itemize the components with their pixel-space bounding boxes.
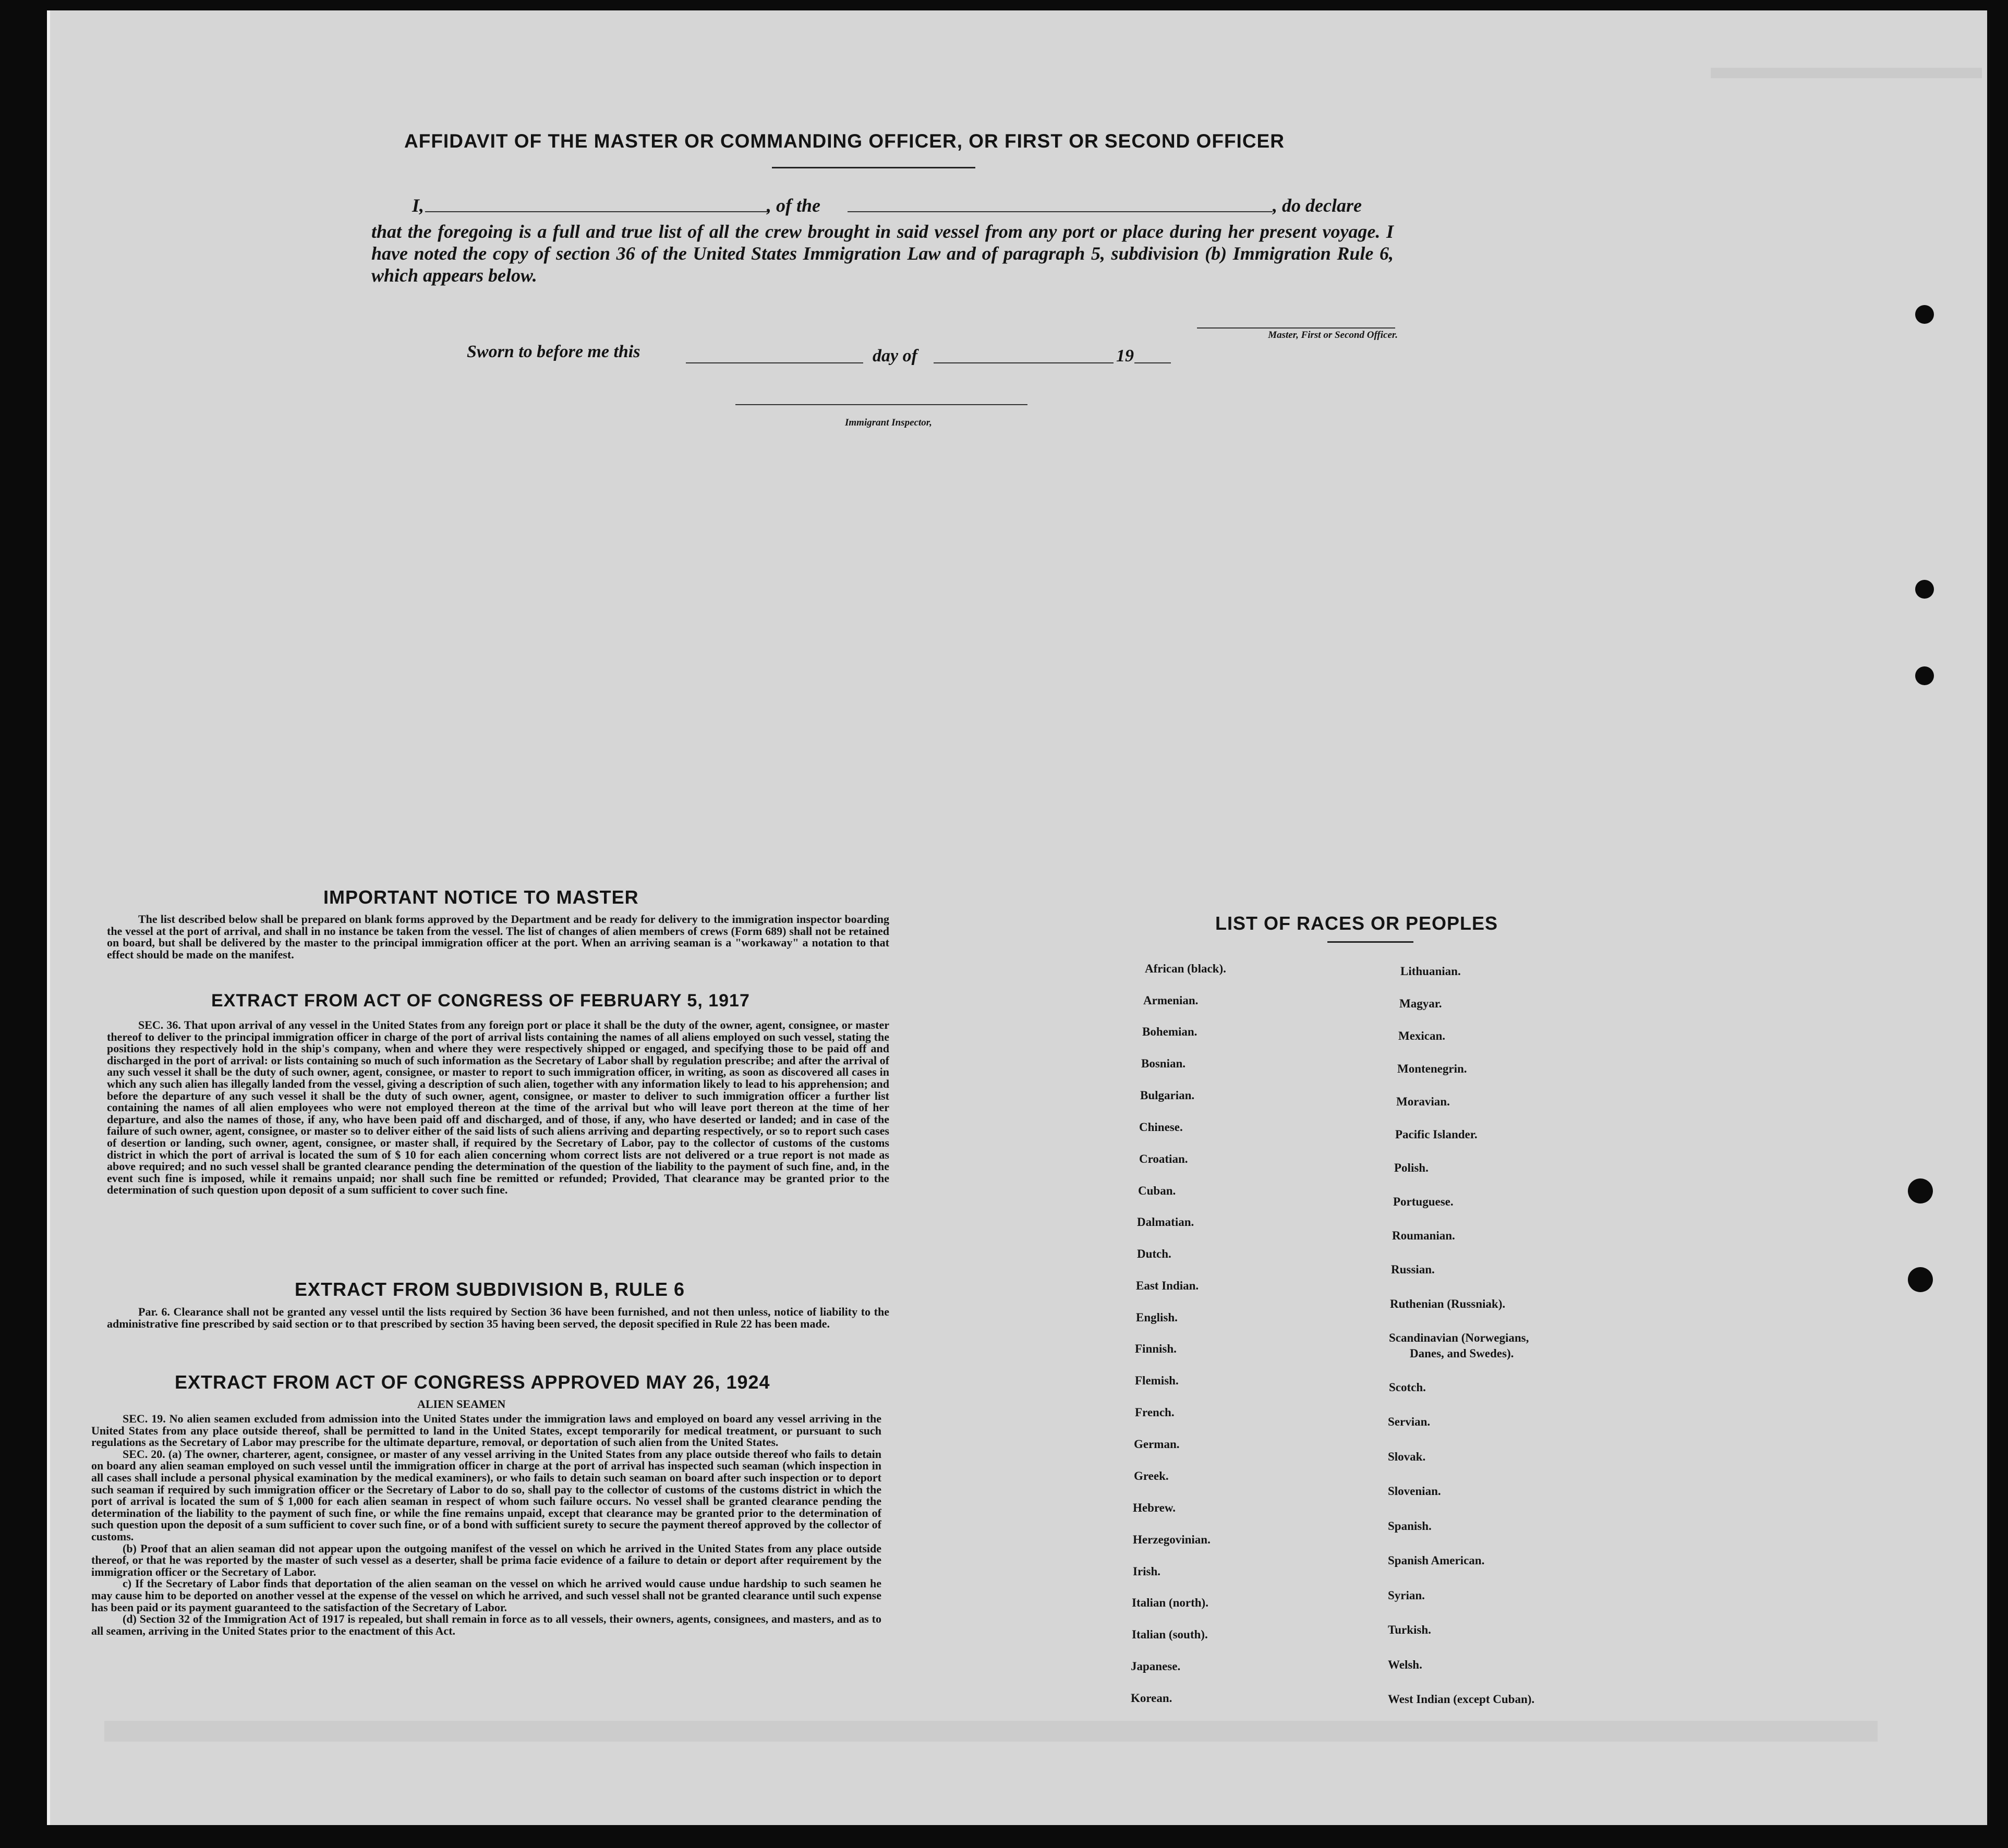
- signature-line: [1197, 327, 1395, 329]
- punch-hole: [1915, 580, 1934, 599]
- notice-text: The list described below shall be prepared on blank forms approved by the Department and be ready for delivery to the immigration inspector boarding the vessel at the port of arrival, and shall in no instance be taken from the vessel. The list of changes of alien members of crews (Form 689) shall not be retained on board, but shall be delivered by the master to the principal immigration officer at the port. When an arriving seaman is a "workaway" a notation to that effect should be made on the manifest.: [107, 913, 889, 961]
- race-item: Finnish.: [1135, 1342, 1177, 1355]
- race-item: French.: [1135, 1406, 1175, 1419]
- sworn-label: Sworn to before me this: [467, 342, 640, 361]
- race-item: Montenegrin.: [1397, 1062, 1467, 1075]
- notice-text-block: [107, 914, 889, 961]
- inspector-caption: Immigrant Inspector,: [845, 417, 932, 428]
- race-item: German.: [1134, 1438, 1180, 1451]
- race-item: Pacific Islander.: [1395, 1128, 1478, 1141]
- race-item: Hebrew.: [1133, 1501, 1176, 1514]
- race-item: Portuguese.: [1393, 1195, 1454, 1208]
- race-item: Croatian.: [1139, 1152, 1188, 1165]
- race-item: Bohemian.: [1142, 1025, 1197, 1038]
- day-of-label: day of: [873, 346, 917, 366]
- race-item: Chinese.: [1139, 1121, 1183, 1134]
- race-item: Scotch.: [1389, 1381, 1426, 1394]
- notice-title: IMPORTANT NOTICE TO MASTER: [323, 886, 639, 908]
- extract-1917-title: EXTRACT FROM ACT OF CONGRESS OF FEBRUARY 5, 1917: [211, 991, 750, 1011]
- year-prefix: 19: [1116, 346, 1134, 366]
- race-item: Slovak.: [1388, 1450, 1426, 1463]
- extract-1924-p5: (d) Section 32 of the Immigration Act of 1917 is repealed, but shall remain in force as to all vessels, their owners, agents, consignees, and masters, and as to all seamen, arriving in the United States prior to the enactment of this Act.: [91, 1612, 881, 1637]
- punch-hole: [1908, 1267, 1933, 1292]
- race-item: Mexican.: [1398, 1029, 1446, 1042]
- race-item: East Indian.: [1136, 1279, 1199, 1292]
- race-item: Greek.: [1134, 1469, 1169, 1482]
- race-item: Roumanian.: [1392, 1229, 1455, 1242]
- race-item: Japanese.: [1131, 1660, 1181, 1673]
- race-item: Armenian.: [1143, 994, 1199, 1007]
- race-item: Dutch.: [1137, 1247, 1171, 1260]
- signature-caption: Master, First or Second Officer.: [1268, 330, 1398, 341]
- declarant-name-line: [425, 211, 769, 212]
- races-title: LIST OF RACES OR PEOPLES: [1215, 913, 1498, 934]
- punch-hole: [1915, 666, 1934, 685]
- race-item: Polish.: [1394, 1161, 1429, 1174]
- race-item: Irish.: [1133, 1565, 1161, 1578]
- sworn-day-line: [686, 362, 863, 363]
- punch-hole: [1915, 305, 1934, 324]
- of-the-label: , of the: [767, 195, 820, 216]
- vessel-name-line: [848, 211, 1273, 212]
- race-item: Ruthenian (Russniak).: [1390, 1297, 1506, 1310]
- bleed-through-bottom: [104, 1721, 1878, 1742]
- declare-label: , do declare: [1273, 195, 1362, 216]
- race-item: Italian (south).: [1132, 1628, 1208, 1641]
- races-title-rule: [1327, 941, 1413, 943]
- race-item: Danes, and Swedes).: [1410, 1347, 1514, 1360]
- race-item: Moravian.: [1396, 1095, 1450, 1108]
- declarant-label: I,: [412, 195, 425, 216]
- race-item: Slovenian.: [1388, 1485, 1441, 1498]
- extract-1917-block: [107, 1019, 889, 1196]
- race-item: West Indian (except Cuban).: [1388, 1693, 1535, 1706]
- extract-1917-text: SEC. 36. That upon arrival of any vessel in the United States from any foreign port or place it shall be the duty of the owner, agent, consignee, or master thereof to deliver to the principal immigration officer in charge of the port of arrival lists containing the names of all aliens employed on such vessel, stating the positions they respectively hold in the ship's company, when and where they were respectively shipped or engaged, and specifying those to be paid off and discharged in the port of arrival: or lists containing so much of such information as the Secretary of Labor shall by regulation prescribe; and after the arrival of any such vessel it shall be the duty of such owner, agent, consignee, or master to report to such immigration officer, in writing, as soon as discovered all cases in which any such alien has illegally landed from the vessel, giving a description of such alien, together with any information likely to lead to his apprehension; and before the departure of any such vessel it shall be the duty of such owner, agent, consignee, or master to deliver to such immigration officer a further list containing the names of all alien employees who were not employed thereon at the time of the arrival but who will leave port thereon at the time of her departure, and also the names of those, if any, who have been paid off and discharged, and of those, if any, who have deserted or landed; and in case of the failure of such owner, agent, consignee, or master so to deliver either of the said lists of such aliens arriving and departing respectively, or so to report such cases of desertion or landing, such owner, agent, consignee, or master shall, if required by the Secretary of Labor, pay to the collector of customs of the customs district in which the port of arrival is located the sum of $ 10 for each alien concerning whom correct lists are not delivered or a true report is not made as above required; and no such vessel shall be granted clearance pending the determination of the question of the liability to the payment of such fine, and, in the event such fine is imposed, while it remains unpaid; nor shall such fine be remitted or refunded; Provided, That clearance may be granted prior to the determination of such question upon deposit of a sum sufficient to cover such fine.: [107, 1018, 889, 1197]
- extract-1924-block: [91, 1413, 881, 1637]
- race-item: Flemish.: [1135, 1374, 1179, 1387]
- race-item: Korean.: [1131, 1692, 1172, 1705]
- title-rule: [772, 167, 975, 168]
- extract-1924-p3: (b) Proof that an alien seaman did not appear upon the outgoing manifest of the vessel on which he arrived in the United States from any place outside thereof, or that he was reported by the master of such vessel as a deserter, shall be prima facie evidence of a failure to detain or deport after requirement by the immigration officer or the Secretary of Labor.: [91, 1541, 881, 1578]
- affidavit-title: AFFIDAVIT OF THE MASTER OR COMMANDING OFFICER, OR FIRST OR SECOND OFFICER: [404, 130, 1285, 152]
- race-item: Bosnian.: [1141, 1057, 1186, 1070]
- race-item: Syrian.: [1388, 1589, 1425, 1602]
- extract-1924-subtitle: ALIEN SEAMEN: [417, 1397, 506, 1411]
- race-item: Russian.: [1391, 1263, 1435, 1276]
- bleed-through-top: [1711, 68, 1982, 78]
- affidavit-body: that the foregoing is a full and true list of all the crew brought in said vessel from any port or place during her present voyage. I have noted the copy of section 36 of the United States Immigration Law and of paragraph 5, subdivision (b) Immigration Rule 6, which appears below.: [371, 221, 1394, 286]
- extract-1924-p4: c) If the Secretary of Labor finds that deportation of the alien seaman on the vessel on which he arrived would cause undue hardship to such seamen he may cause him to be deported on another vessel at the expense of the vessel on which he arrived, and such vessel shall not be granted clearance until such expense has been paid or its payment guaranteed to the satisfaction of the Secretary of Labor.: [91, 1577, 881, 1614]
- extract-rule6-block: [107, 1306, 889, 1330]
- sworn-year-line: [1134, 362, 1171, 363]
- race-item: Dalmatian.: [1137, 1215, 1194, 1229]
- race-item: Turkish.: [1388, 1623, 1431, 1636]
- race-item: Cuban.: [1138, 1184, 1176, 1197]
- race-item: Scandinavian (Norwegians,: [1389, 1331, 1529, 1344]
- extract-1924-title: EXTRACT FROM ACT OF CONGRESS APPROVED MAY 26, 1924: [175, 1371, 770, 1393]
- race-item: Spanish American.: [1388, 1554, 1485, 1567]
- race-item: Magyar.: [1399, 997, 1442, 1010]
- extract-1924-p2: SEC. 20. (a) The owner, charterer, agent, consignee, or master of any vessel arriving in the United States from any place outside thereof who fails to detain on board any alien seaman employed on such vessel until the immigration officer in charge at the port of arrival has inspected such seaman (which inspection in all cases shall include a personal physical examination by the medical examiners), or who fails to detain such seaman on board after such inspection or to deport such seaman if required by such immigration officer or the Secretary of Labor to do so, shall pay to the collector of customs of the customs district in which the port of arrival is located the sum of $ 1,000 for each alien seaman in respect of whom such failure occurs. No vessel shall be granted clearance pending the determination of the liability to the payment of such fine, or while the fine remains unpaid, except that clearance may be granted prior to the determination of such question upon the deposit of a sum sufficient to cover such fine, or of a bond with sufficient surety to secure the payment thereof approved by the collector of customs.: [91, 1447, 881, 1543]
- sworn-month-line: [934, 362, 1114, 363]
- punch-hole: [1908, 1178, 1933, 1203]
- extract-1924-p1: SEC. 19. No alien seamen excluded from admission into the United States under the immigration laws and employed on board any vessel arriving in the United States from any place outside thereof, shall be permitted to land in the United States, except temporarily for medical treatment, or pursuant to such regulations as the Secretary of Labor may prescribe for the ultimate departure, removal, or deportation of such alien from the United States.: [91, 1412, 881, 1449]
- extract-rule6-title: EXTRACT FROM SUBDIVISION B, RULE 6: [295, 1279, 685, 1300]
- race-item: Servian.: [1388, 1415, 1431, 1428]
- race-item: English.: [1136, 1311, 1178, 1324]
- extract-rule6-text: Par. 6. Clearance shall not be granted any vessel until the lists required by Section 36 have been furnished, and not then unless, notice of liability to the administrative fine prescribed by said section or to that prescribed by section 35 having been served, the deposit specified in Rule 22 has been made.: [107, 1305, 889, 1330]
- race-item: Italian (north).: [1132, 1596, 1208, 1609]
- race-item: Lithuanian.: [1400, 965, 1461, 978]
- race-item: Welsh.: [1388, 1658, 1422, 1671]
- race-item: African (black).: [1145, 962, 1226, 975]
- race-item: Bulgarian.: [1140, 1089, 1195, 1102]
- inspector-signature-line: [735, 404, 1027, 405]
- race-item: Spanish.: [1388, 1519, 1432, 1533]
- race-item: Herzegovinian.: [1133, 1533, 1211, 1546]
